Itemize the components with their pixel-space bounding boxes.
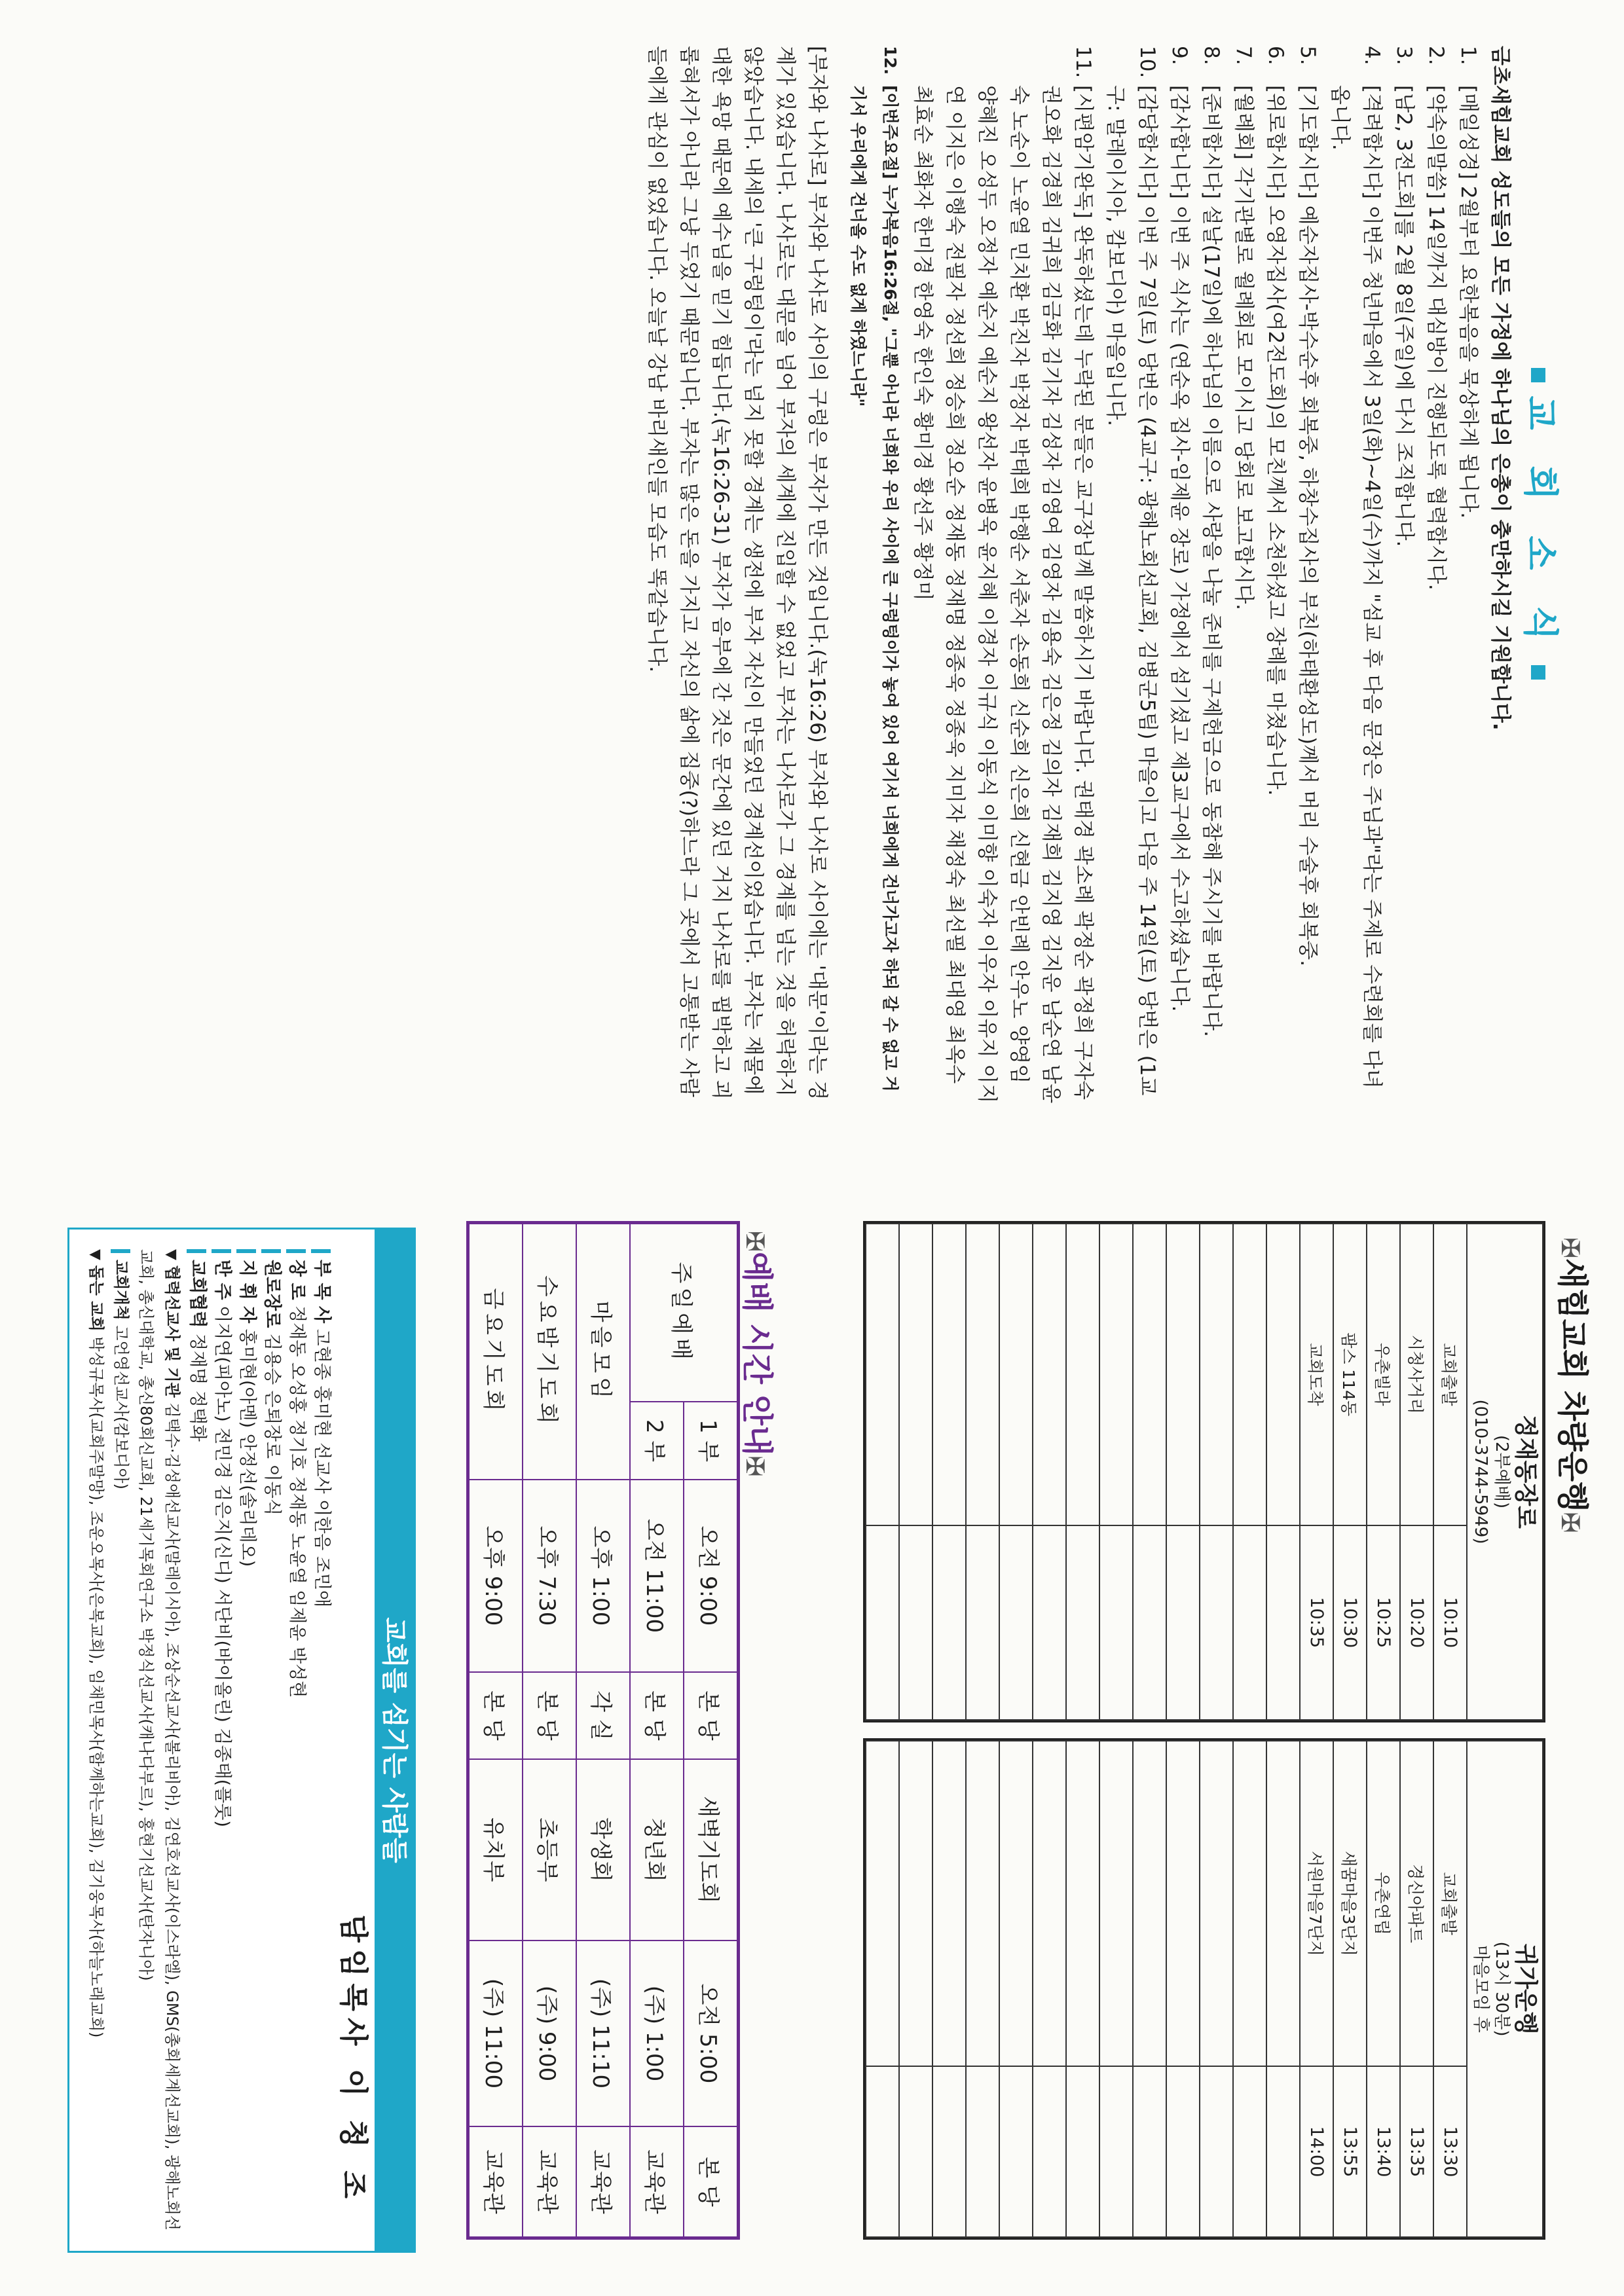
item-text: [준비합시다] 설날(17일)에 하나님의 이름으로 사랑을 나눌 준비를 구제헌금으로 동참해 주시기를 바랍니다. — [1200, 85, 1223, 1037]
service-time: 오전 9:00 — [684, 1480, 737, 1672]
service-part: 1 부 — [684, 1402, 737, 1479]
list-item — [842, 46, 906, 1106]
list-item — [1323, 46, 1388, 1106]
table-row — [1233, 1741, 1266, 2237]
service-name: 수요밤기도회 — [523, 1224, 576, 1480]
staff-text: 고언영선교사(캄보디아) — [112, 1325, 130, 1489]
staff-text: 김택수·김성애선교사(말레이시아), 조상순선교사(볼리비아), 김연호선교사(이스라엘), GMS(총회세계선교회), 광해노회선교회, 총신대학교, 총신80회신교회, 21세기목회연구소 박정식선교사(캐나다부르), 홍현기선교사(탄자니아) — [137, 1249, 181, 2231]
table-row — [1033, 1741, 1066, 2237]
stop-time: 13:40 — [1367, 2066, 1400, 2237]
stop-time: 10:10 — [1433, 1525, 1467, 1721]
service-name: 초등부 — [523, 1759, 576, 1941]
bus-sub1: (2부예배) — [1492, 1434, 1511, 1509]
news-title-text: 교 회 소 식 — [1520, 395, 1561, 652]
stop-time: 10:20 — [1400, 1525, 1433, 1721]
table-row — [1333, 1224, 1367, 1720]
table-row — [1166, 1224, 1200, 1720]
staff-label: 지 휘 자 — [237, 1260, 257, 1324]
bus-title — [1553, 1237, 1598, 1533]
triangle-icon: ▼ — [163, 1249, 179, 1260]
table-row — [1266, 1224, 1300, 1720]
news-section — [0, 0, 1624, 1139]
staff-text: 고현종 홍미현 선교사 이한음 조민애 — [312, 1328, 332, 1608]
item-text: [감사합니다] 이번 주 식사는 (연순옥 집사-임제윤 장로) 가정에서 섬기셨고 제3교구에서 수고하셨습니다. — [1168, 85, 1191, 1012]
table-row — [932, 1224, 966, 1720]
table-row — [866, 1224, 899, 1720]
news-body — [640, 46, 1516, 1106]
senior-pastor: 담임목사 이 청 조 — [337, 1914, 370, 2205]
item-number: 10. — [1135, 46, 1159, 79]
list-item — [1420, 46, 1452, 1106]
staff-label: 교회협력 — [187, 1260, 208, 1328]
table-row — [1066, 1224, 1099, 1720]
table-row — [899, 1224, 932, 1720]
service-time: 오전 5:00 — [684, 1941, 737, 2126]
info-section — [0, 1152, 1624, 2296]
bar-icon — [262, 1249, 282, 1253]
service-place: 본 당 — [684, 1672, 737, 1759]
table-row — [1133, 1741, 1166, 2237]
news-lead: 금초새힘교회 성도들의 모든 가정에 하나님의 은총이 충만하시길 기원합니다. — [1488, 46, 1512, 731]
staff-label: 부 목 사 — [312, 1260, 332, 1324]
stop-name: 서원마을7단지 — [1300, 1741, 1333, 2066]
stop-name: 새꿈마을3단지 — [1333, 1741, 1367, 2066]
stop-time: 14:00 — [1300, 2066, 1333, 2237]
service-name: 유치부 — [469, 1759, 523, 1941]
staff-label: 반 주 — [212, 1260, 232, 1300]
table-row — [1066, 1741, 1099, 2237]
table-row — [684, 1224, 737, 2237]
service-time: (주) 1:00 — [630, 1941, 684, 2126]
stop-name: 팜스 114동 — [1333, 1224, 1367, 1525]
table-row — [469, 1224, 523, 2237]
ornament-icon: ✠ — [741, 1455, 769, 1477]
staff-line — [234, 1249, 259, 2231]
staff-line — [109, 1249, 134, 2231]
staff-line — [185, 1249, 210, 2231]
staff-line — [259, 1249, 284, 2231]
table-row — [899, 1741, 932, 2237]
table-row — [1033, 1224, 1066, 1720]
table-row — [866, 1741, 899, 2237]
item-text: [기도합시다] 예순자집사-박수순후 회복중, 하창수집사의 부친(하태환성도)께서 머리 수술후 회복중. — [1296, 85, 1320, 967]
bar-icon — [187, 1249, 207, 1253]
table-row — [1166, 1741, 1200, 2237]
staff-box — [67, 1228, 416, 2253]
staff-line — [284, 1249, 309, 2231]
service-time: (주) 9:00 — [523, 1941, 576, 2126]
bus-table-morning — [863, 1221, 1545, 1722]
table-row — [999, 1741, 1033, 2237]
stop-name: 교회출발 — [1433, 1741, 1467, 2066]
stop-time: 10:25 — [1367, 1525, 1400, 1721]
list-item — [1163, 46, 1195, 1106]
staff-line — [309, 1249, 334, 2231]
stop-name: 경신아파트 — [1400, 1741, 1433, 2066]
item-number: 2. — [1424, 46, 1448, 65]
service-part: 2 부 — [630, 1402, 684, 1479]
service-place: 교육관 — [576, 2126, 630, 2237]
service-place: 교육관 — [469, 2126, 523, 2237]
article-rich-man-lazarus: [부자와 나사로] 부자와 나사로 사이의 구렁은 부자가 만든 것입니다.(눅16:26) 부자와 나사로 사이에는 '대문'이라는 경계가 있었습니다. 나사로는 대문을 넘어 부자의 세계에 진입할 수 없었고 부자는 나사로가 그 경계를 넘는 것을 허락하지 않았습니다. 내세의 '큰 구렁텅이'라는 넘지 못할 경계는 생전에 부자 자신이 만들었던 경계선이었습니다. 부자는 재물에 대한 욕망 때문에 예수님을 믿기 힘듭니다.(눅16:26-31) 부자가 음부에 간 것은 문간에 있던 거지 나사로를 핍박하고 괴롭혀서가 아니라 그냥 두었기 때문입니다. 부자는 많은 돈을 가지고 자신의 삶에 집중(?)하느라 그 곳에서 고통받는 사람들에게 관심이 없었습니다. 오늘날 강남 바리새인들 모습도 똑같습니다. — [645, 46, 829, 1101]
item-text: [약속의말씀] 14일까지 대심방이 진행되도록 협력합시다. — [1424, 85, 1448, 591]
item-text: [매일성경] 2월부터 요한복음을 묵상하게 됩니다. — [1456, 85, 1480, 519]
staff-line — [134, 1249, 185, 2231]
item-text: [격려합시다] 이번주 청년마을에서 3일(화)~4일(수)까지 "섬교 후 다음 문장은 주님과"라는 주제로 수련회를 다녀옵니다. — [1328, 85, 1384, 1089]
news-title — [1518, 0, 1568, 1048]
bus-title-text: 새힘교회 차량운행 — [1554, 1258, 1591, 1512]
staff-label: 협력선교사 및 기관 — [163, 1265, 181, 1398]
item-text: [이번주요절] 누가복음16:26절, "그뿐 아니라 너희와 우리 사이에 큰 구렁텅이가 놓여 있어 여기서 너희에게 건너가고자 하되 갈 수 없고 거기서 우리에게 건너올 수도 없게 하였느니라" — [849, 85, 900, 1092]
item-number: 4. — [1360, 46, 1384, 65]
item-number: 5. — [1296, 46, 1320, 65]
stop-time: 13:30 — [1433, 2066, 1467, 2237]
staff-label: 교회개척 — [112, 1260, 130, 1321]
table-row — [1433, 1224, 1467, 1720]
staff-label: 장 로 — [287, 1260, 307, 1300]
bar-icon — [111, 1249, 130, 1253]
list-item — [1259, 46, 1291, 1106]
service-name: 마을모임 — [576, 1224, 630, 1480]
service-name: 청년회 — [630, 1759, 684, 1941]
staff-header: 교회를 섬기는 사람들 — [375, 1230, 414, 2251]
table-row — [1266, 1741, 1300, 2237]
table-row — [1367, 1741, 1400, 2237]
table-row — [999, 1224, 1033, 1720]
table-row — [523, 1224, 576, 2237]
list-item — [1195, 46, 1227, 1106]
table-row — [1233, 1224, 1266, 1720]
table-row — [1400, 1741, 1433, 2237]
table-row — [576, 1224, 630, 2237]
service-time: 오후 9:00 — [469, 1480, 523, 1672]
service-time: 오전 11:00 — [630, 1480, 684, 1672]
table-row — [1099, 1224, 1133, 1720]
table-row — [1300, 1741, 1333, 2237]
table-row — [1133, 1224, 1166, 1720]
bus-sub2: (010-3744-5949) — [1471, 1399, 1490, 1544]
stop-time: 13:35 — [1400, 2066, 1433, 2237]
staff-text: 박성규목사(교회주말망), 조운오목사(은복교회), 임채민목사(함께하는교회), 김기웅목사(하늘노래교회) — [87, 1336, 105, 2038]
staff-label: 돕는 교회 — [87, 1265, 105, 1332]
service-name: 새벽기도회 — [684, 1759, 737, 1941]
square-icon — [1531, 368, 1545, 382]
item-number: 12. — [881, 46, 900, 75]
stop-name: 시청사거리 — [1400, 1224, 1433, 1525]
service-name: 학생회 — [576, 1759, 630, 1941]
bar-icon — [287, 1249, 306, 1253]
table-row — [1099, 1741, 1133, 2237]
item-text: [시편암기완독] 완독하셨는데 누락된 분들은 교구장님께 말씀하시기 바랍니다. 권태경 곽소례 곽정순 곽정희 구자숙 권오화 김경희 김귀희 김금화 김기자 김성자 김영여 김영자 김용숙 김은정 김의자 김재희 김지영 김지운 남순연 남윤숙 노순이 노윤열 민치환 박진자 박정자 박태희 박행순 서춘자 손동희 신순희 신은희 신현금 안빈례 안우노 양영임 양혜진 오성두 오정자 예순지 예순지 왕선자 윤병욱 윤지혜 이경자 이규식 이동식 이미향 이숙자 이우자 이유지 이지연 이지은 이행숙 전필자 정선희 정승희 정오순 정재동 정재명 정종욱 정종욱 지미자 채정숙 최선필 최대영 최옥수 최효순 최화자 한미경 한영숙 한인숙 황미경 황선주 황정미 — [911, 85, 1095, 1104]
table-row — [1333, 1741, 1367, 2237]
service-time: (주) 11:00 — [469, 1941, 523, 2126]
worship-title-text: 예배 시간 안내 — [739, 1251, 775, 1456]
table-row — [1367, 1224, 1400, 1720]
list-item — [1227, 46, 1259, 1106]
bus-table-return — [863, 1738, 1545, 2240]
service-place: 본 당 — [469, 1672, 523, 1759]
service-name: 금요기도회 — [469, 1224, 523, 1480]
stop-time: 13:55 — [1333, 2066, 1367, 2237]
stop-name: 우촌연립 — [1367, 1741, 1400, 2066]
service-place: 교육관 — [630, 2126, 684, 2237]
table-row — [1433, 1741, 1467, 2237]
worship-title — [737, 1231, 783, 1476]
list-item — [1291, 46, 1323, 1106]
service-time: (주) 11:10 — [576, 1941, 630, 2126]
item-number: 9. — [1168, 46, 1191, 65]
driver-name: 정재동장로 — [1512, 1415, 1539, 1529]
service-time: 오후 7:30 — [523, 1480, 576, 1672]
staff-text: 정재명 정택화 — [187, 1333, 208, 1442]
item-number: 3. — [1392, 46, 1416, 65]
table-row — [966, 1224, 999, 1720]
item-number: 7. — [1232, 46, 1255, 65]
list-item — [1388, 46, 1420, 1106]
worship-table — [466, 1221, 740, 2240]
ornament-icon: ✠ — [1556, 1237, 1585, 1258]
item-number: 8. — [1200, 46, 1223, 65]
stop-name: 우촌빌라 — [1367, 1224, 1400, 1525]
service-place: 교육관 — [523, 2126, 576, 2237]
table-row — [1300, 1224, 1333, 1720]
service-name: 주일예배 — [630, 1224, 737, 1402]
service-place: 본 당 — [523, 1672, 576, 1759]
staff-line — [83, 1249, 109, 2231]
ornament-icon: ✠ — [1556, 1512, 1585, 1533]
staff-text: 정재동 오성홍 정기호 정재동 노윤열 임제윤 박성현 — [287, 1305, 307, 1698]
item-text: [남2, 3전도회]를 2월 8일(주일)에 다시 조직합니다. — [1392, 85, 1416, 547]
item-number: 6. — [1264, 46, 1287, 65]
return-title: 귀가운행 — [1512, 1943, 1539, 2035]
bar-icon — [312, 1249, 331, 1253]
news-list — [842, 46, 1484, 1106]
bar-icon — [212, 1249, 232, 1253]
bus-sub2: 마을모임 후 — [1471, 1945, 1490, 2033]
item-text: [감당합시다] 이번 주 7일(토) 당번은 (4교구: 광해노회선교회, 김병군5팀) 마을이고 다음 주 14일(토) 당번은 (1교구: 말레이시아, 캄보디아) 마을입니다. — [1103, 85, 1159, 1096]
list-item — [1099, 46, 1163, 1106]
table-row — [1400, 1224, 1433, 1720]
item-text: [위로합시다] 오영자집사(여2전도회)의 모친께서 소천하셨고 장례를 마쳤습니다. — [1264, 85, 1287, 796]
staff-label: 원로장로 — [262, 1260, 282, 1328]
staff-text: 이지연(피아노) 전민경 김은지(신디) 서단비(바이올린) 김종태(플룻) — [212, 1305, 232, 1827]
triangle-icon: ▼ — [87, 1249, 103, 1260]
list-item — [906, 46, 1099, 1106]
table-row — [1200, 1741, 1233, 2237]
table-row — [932, 1741, 966, 2237]
staff-text: 김용승 은퇴장로 이동식 — [262, 1333, 282, 1516]
item-number: 1. — [1456, 46, 1480, 65]
item-text: [월례회] 각기관별로 월례회로 모이시고 당회로 보고합시다. — [1232, 85, 1255, 611]
service-time: 오후 1:00 — [576, 1480, 630, 1672]
staff-line — [210, 1249, 234, 2231]
bus-header — [1467, 1741, 1543, 2237]
square-icon — [1531, 665, 1545, 680]
stop-name: 교회출발 — [1433, 1224, 1467, 1525]
stop-time: 10:30 — [1333, 1525, 1367, 1721]
staff-text: 홍미현(아멘) 안정선(솔리데오) — [237, 1328, 257, 1567]
service-place: 본 당 — [684, 2126, 737, 2237]
staff-body — [69, 1230, 375, 2251]
service-place: 각 실 — [576, 1672, 630, 1759]
table-row — [1200, 1224, 1233, 1720]
list-item — [1452, 46, 1484, 1106]
ornament-icon: ✠ — [741, 1231, 769, 1252]
item-number: 11. — [1071, 46, 1095, 79]
bar-icon — [237, 1249, 257, 1253]
stop-name: 교회도착 — [1300, 1224, 1333, 1525]
table-row — [966, 1741, 999, 2237]
bus-sub1: (13시 30분) — [1492, 1941, 1511, 2037]
stop-time: 10:35 — [1300, 1525, 1333, 1721]
service-place: 본 당 — [630, 1672, 684, 1759]
bus-header — [1467, 1224, 1543, 1720]
